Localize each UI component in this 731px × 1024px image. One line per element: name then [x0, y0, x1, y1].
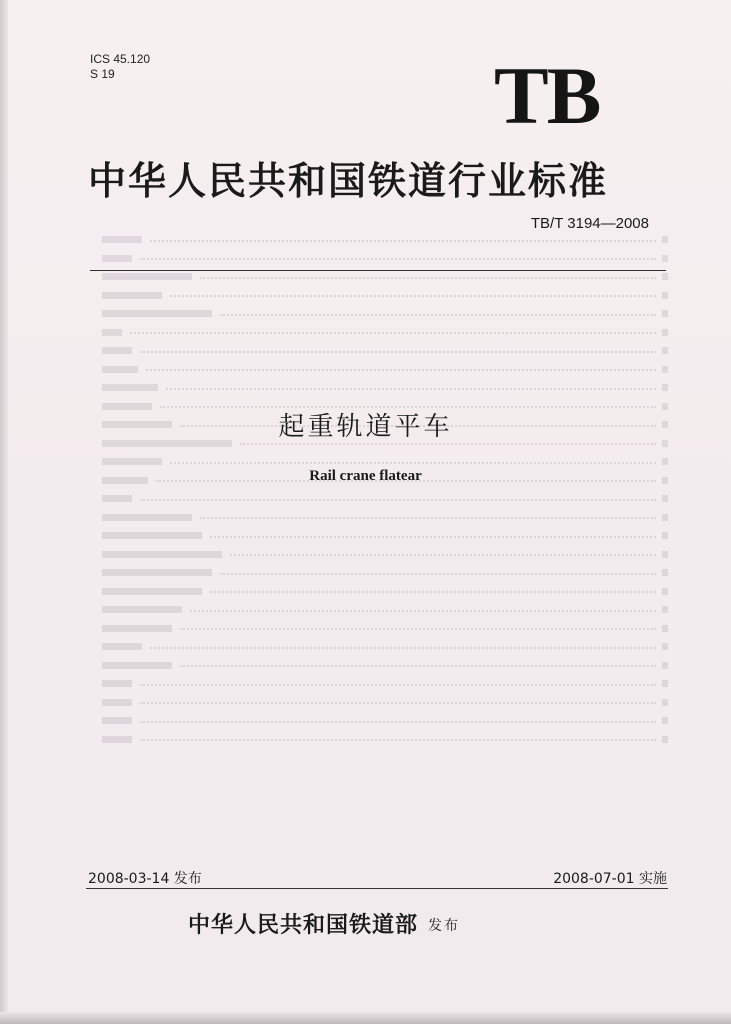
ccs-code: S 19: [90, 67, 115, 81]
publisher-suffix: 发布: [428, 918, 461, 934]
standard-title: 中华人民共和国铁道行业标准: [88, 158, 609, 203]
scan-bottom-edge: [0, 1012, 731, 1024]
publisher-name: 中华人民共和国铁道部: [188, 912, 419, 938]
document-title-cn: 起重轨道平车: [278, 412, 453, 442]
classification-block: [90, 52, 150, 82]
show-through-line: [102, 362, 668, 377]
document-title-en: Rail crane flatear: [309, 468, 422, 484]
show-through-line: [102, 621, 668, 636]
show-through-line: [102, 288, 668, 303]
show-through-line: [102, 269, 668, 284]
show-through-line: [102, 695, 668, 710]
show-through-line: [102, 658, 668, 673]
show-through-line: [102, 528, 668, 543]
implementation-date: 2008-07-01 实施: [553, 871, 667, 887]
show-through-line: [102, 602, 668, 617]
scan-left-edge: [0, 0, 8, 1024]
publisher: [188, 908, 460, 939]
show-through-line: [102, 454, 668, 469]
show-through-line: [102, 251, 668, 266]
bottom-divider: [86, 888, 668, 889]
standard-code: TB/T 3194—2008: [530, 215, 649, 232]
show-through-line: [102, 584, 668, 599]
show-through-line: [102, 510, 668, 525]
show-through-line: [102, 232, 668, 247]
tb-logo: TB: [494, 50, 600, 141]
show-through-line: [102, 565, 668, 580]
show-through-toc: [102, 232, 668, 750]
show-through-line: [102, 676, 668, 691]
show-through-line: [102, 380, 668, 395]
show-through-line: [102, 713, 668, 728]
issue-date: 2008-03-14 发布: [88, 871, 202, 887]
show-through-line: [102, 732, 668, 747]
show-through-line: [102, 639, 668, 654]
show-through-line: [102, 343, 668, 358]
ics-code: ICS 45.120: [90, 52, 151, 66]
show-through-line: [102, 325, 668, 340]
show-through-line: [102, 306, 668, 321]
show-through-line: [102, 491, 668, 506]
show-through-line: [102, 547, 668, 562]
